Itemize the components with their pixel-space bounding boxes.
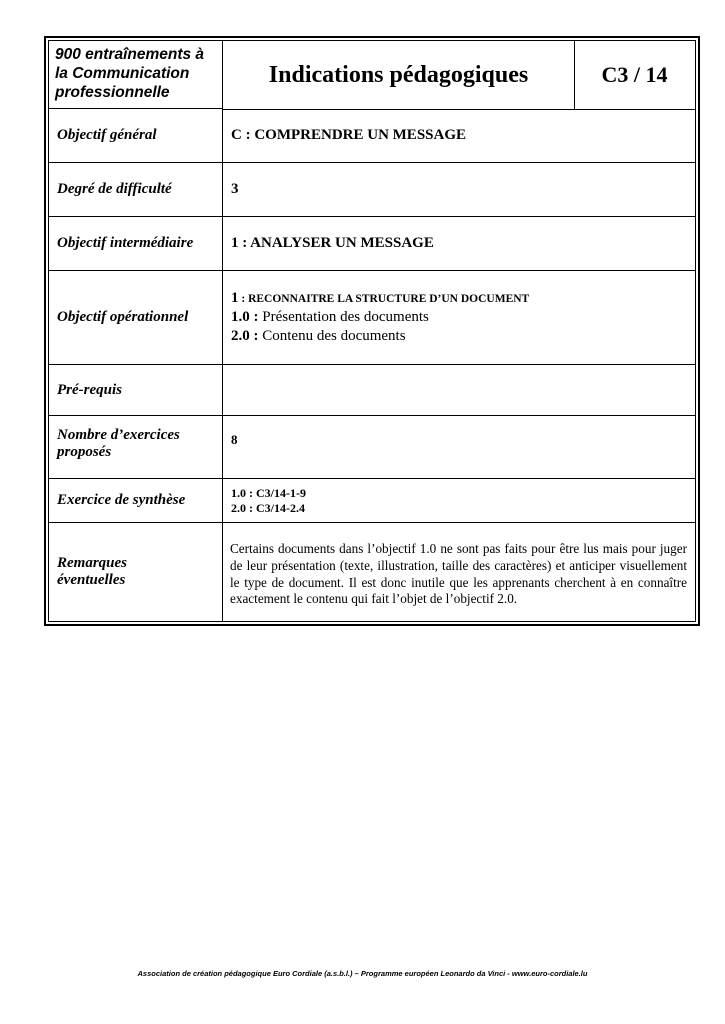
row-objectif-operationnel	[49, 271, 695, 365]
row-label	[49, 523, 223, 621]
row-label-line1: Nombre d’exercices	[57, 427, 180, 443]
operational-line-3-text: Contenu des documents	[258, 328, 406, 344]
sheet-code: C3 / 14	[574, 41, 695, 110]
row-label-line1: Remarques	[57, 555, 128, 571]
page-footer: Association de création pédagogique Euro Cordiale (a.s.b.l.) – Programme européen Leonardo da Vinci - www.euro-cordiale.lu	[137, 969, 588, 978]
row-label: Degré de difficulté	[49, 163, 223, 216]
row-value	[223, 271, 695, 364]
operational-line-1-number: 1	[231, 290, 239, 306]
row-remarques	[49, 523, 695, 621]
row-prerequis	[49, 365, 695, 416]
operational-line-2	[231, 308, 429, 327]
operational-line-2-number: 1.0 :	[231, 309, 259, 325]
row-degre-difficulte	[49, 163, 695, 217]
sheet-table	[48, 40, 696, 622]
series-title	[49, 41, 223, 109]
row-label-line2: éventuelles	[57, 572, 126, 588]
operational-line-1	[231, 289, 529, 308]
row-label: Objectif intermédiaire	[49, 217, 223, 270]
row-label: Objectif opérationnel	[49, 271, 223, 364]
operational-line-3-number: 2.0 :	[231, 328, 259, 344]
operational-line-2-text: Présentation des documents	[258, 309, 429, 325]
row-label-line2: proposés	[57, 444, 112, 460]
row-value	[223, 479, 695, 522]
row-exercice-synthese	[49, 479, 695, 523]
page-title: Indications pédagogiques	[223, 41, 575, 110]
series-title-line2: la Communication	[55, 65, 190, 82]
row-objectif-intermediaire	[49, 217, 695, 271]
row-value: 1 : ANALYSER UN MESSAGE	[231, 235, 434, 251]
row-value: 8	[231, 432, 238, 447]
row-nombre-exercices	[49, 416, 695, 479]
row-label	[49, 416, 223, 478]
remarks-text: Certains documents dans l’objectif 1.0 ne sont pas faits pour être lus mais pour juger de leur présentation (texte, illustration, taille des caractères) et anticiper visuellement le type de document. Il est donc inutile que les apprenants cherchent à en connaître exactement le contenu qui fait l’objet de l’objectif 2.0.	[230, 541, 687, 607]
series-title-line1: 900 entraînements à	[55, 46, 205, 63]
row-value: C : COMPRENDRE UN MESSAGE	[231, 127, 467, 143]
row-objectif-general	[49, 109, 695, 163]
synthese-line-2: 2.0 : C3/14-2.4	[231, 500, 305, 515]
row-label: Objectif général	[49, 109, 223, 162]
operational-line-3	[231, 327, 406, 346]
pedagogical-sheet	[44, 36, 700, 626]
series-title-line3: professionnelle	[55, 84, 170, 101]
row-value	[223, 365, 695, 415]
operational-line-1-text: : RECONNAITRE LA STRUCTURE D’UN DOCUMENT	[238, 293, 530, 305]
row-value: 3	[231, 181, 239, 197]
row-label: Exercice de synthèse	[49, 479, 223, 522]
row-label: Pré-requis	[49, 365, 223, 415]
synthese-line-1: 1.0 : C3/14-1-9	[231, 485, 306, 500]
